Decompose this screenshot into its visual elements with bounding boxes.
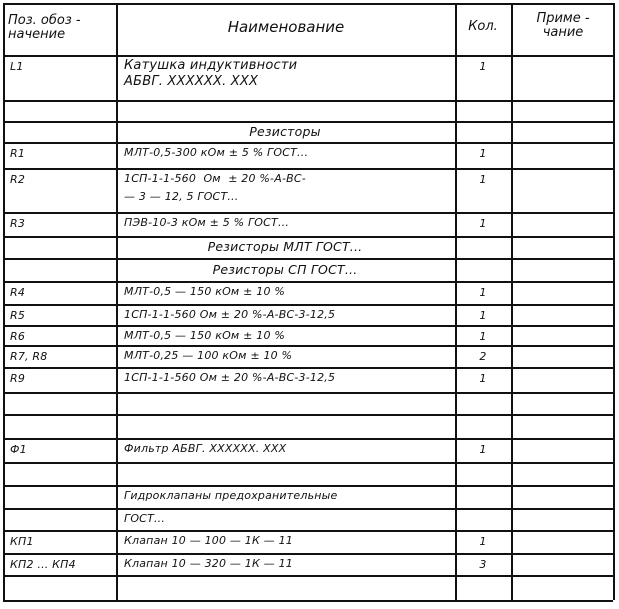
position-designation: R5	[10, 309, 26, 322]
table-row	[0, 168, 619, 212]
position-designation: R4	[10, 286, 26, 299]
row-divider	[3, 508, 613, 510]
table-row	[0, 325, 619, 345]
section-heading: Резисторы	[249, 123, 321, 139]
table-row	[0, 345, 619, 367]
table-row	[0, 553, 619, 575]
row-divider	[3, 142, 613, 144]
row-divider	[3, 367, 613, 369]
column-divider	[455, 3, 457, 600]
item-name: 1СП-1-1-560 Ом ± 20 %-А-ВС-	[124, 172, 306, 185]
item-name: АБВГ. XXXXXX. XXX	[124, 74, 259, 89]
item-name: МЛТ-0,25 — 100 кОм ± 10 %	[124, 349, 293, 362]
item-name: 1СП-1-1-560 Ом ± 20 %-А-ВС-3-12,5	[124, 371, 336, 384]
row-divider	[3, 236, 613, 238]
table-row	[0, 258, 619, 281]
table-row	[0, 212, 619, 236]
row-divider	[3, 485, 613, 487]
table-row	[0, 121, 619, 142]
item-name: Клапан 10 — 320 — 1К — 11	[124, 557, 293, 570]
row-divider	[3, 281, 613, 283]
table-row	[0, 462, 619, 485]
column-divider	[511, 3, 513, 600]
row-divider	[3, 553, 613, 555]
position-designation: R6	[10, 330, 26, 343]
table-row	[0, 142, 619, 168]
position-designation: R3	[10, 217, 26, 230]
header-name: Наименование	[227, 18, 345, 36]
quantity: 1	[479, 286, 487, 299]
item-name: — 3 — 12, 5 ГОСТ...	[124, 190, 239, 203]
row-divider	[3, 168, 613, 170]
item-name: МЛТ-0,5-300 кОм ± 5 % ГОСТ...	[124, 146, 309, 159]
quantity: 1	[479, 443, 487, 456]
table-row	[0, 485, 619, 508]
row-divider	[3, 55, 613, 57]
table-row	[0, 281, 619, 304]
table-row	[0, 367, 619, 392]
section-heading: Резисторы МЛТ ГОСТ...	[207, 239, 363, 254]
quantity: 3	[479, 558, 487, 571]
item-name: ПЭВ-10-3 кОм ± 5 % ГОСТ...	[124, 216, 290, 229]
header-pos-line1: Поз. обоз -	[8, 13, 81, 28]
section-heading: Резисторы СП ГОСТ...	[212, 261, 358, 277]
quantity: 1	[479, 217, 487, 230]
quantity: 1	[479, 372, 487, 385]
position-designation: Ф1	[10, 443, 27, 456]
item-name: 1СП-1-1-560 Ом ± 20 %-А-ВС-3-12,5	[124, 308, 336, 321]
row-divider	[3, 212, 613, 214]
column-divider	[613, 3, 615, 600]
row-divider	[3, 600, 613, 602]
row-divider	[3, 345, 613, 347]
row-divider	[3, 414, 613, 416]
table-row	[0, 100, 619, 121]
position-designation: R1	[10, 147, 26, 160]
row-divider	[3, 258, 613, 260]
row-divider	[3, 530, 613, 532]
table-row	[0, 236, 619, 258]
header-pos-line2: начение	[8, 27, 66, 42]
quantity: 1	[479, 173, 487, 186]
column-divider	[116, 3, 118, 600]
table-row	[0, 304, 619, 325]
quantity: 1	[479, 330, 487, 343]
row-divider	[3, 392, 613, 394]
row-divider	[3, 100, 613, 102]
header-qty: Кол.	[468, 19, 498, 34]
table-row	[0, 530, 619, 553]
header-pos	[8, 14, 112, 42]
position-designation: КП2 ... КП4	[10, 558, 76, 571]
table-row	[0, 508, 619, 530]
table-top-border	[3, 3, 613, 5]
table-row	[0, 392, 619, 414]
item-name: МЛТ-0,5 — 150 кОм ± 10 %	[124, 285, 285, 298]
row-divider	[3, 575, 613, 577]
position-designation: R7, R8	[10, 350, 48, 363]
header-note-line1: Приме -	[536, 11, 590, 26]
header-note-line2: чание	[542, 25, 584, 40]
column-divider	[3, 3, 5, 600]
row-divider	[3, 462, 613, 464]
item-name: МЛТ-0,5 — 150 кОм ± 10 %	[124, 329, 285, 342]
row-divider	[3, 325, 613, 327]
header-note	[513, 12, 613, 40]
row-divider	[3, 438, 613, 440]
table-row	[0, 414, 619, 438]
quantity: 1	[479, 60, 487, 73]
table-row	[0, 438, 619, 462]
item-name: Клапан 10 — 100 — 1К — 11	[124, 534, 293, 547]
quantity: 1	[479, 309, 487, 322]
position-designation: L1	[10, 60, 24, 73]
position-designation: R2	[10, 173, 26, 186]
table-row	[0, 575, 619, 600]
quantity: 2	[479, 350, 487, 363]
item-name: Катушка индуктивности	[124, 58, 298, 73]
item-name: Фильтр АБВГ. XXXXXX. XXX	[124, 442, 287, 455]
quantity: 1	[479, 535, 487, 548]
item-name: ГОСТ...	[124, 512, 166, 525]
position-designation: КП1	[10, 535, 34, 548]
position-designation: R9	[10, 372, 26, 385]
row-divider	[3, 304, 613, 306]
row-divider	[3, 121, 613, 123]
quantity: 1	[479, 147, 487, 160]
item-name: Гидроклапаны предохранительные	[124, 489, 338, 502]
table-row	[0, 55, 619, 100]
